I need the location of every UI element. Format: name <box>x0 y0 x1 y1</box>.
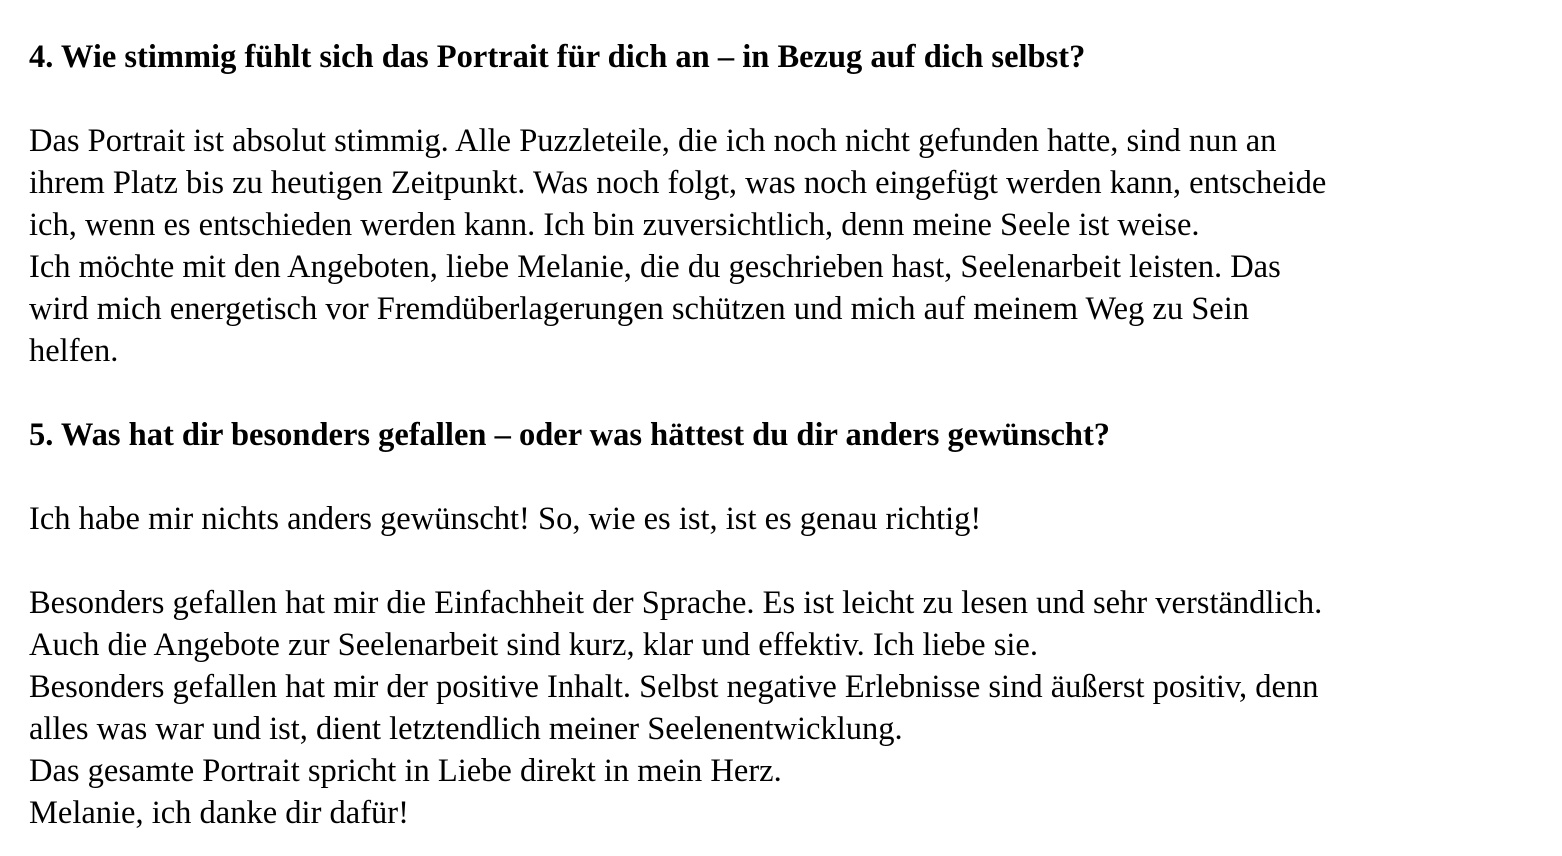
text-line: helfen. <box>29 333 119 369</box>
text-line: alles was war und ist, dient letztendlich meiner Seelenentwicklung. <box>29 711 903 747</box>
text-line: Das Portrait ist absolut stimmig. Alle Puzzleteile, die ich noch nicht gefunden hatte, sind nun an <box>29 123 1277 159</box>
text-line: wird mich energetisch vor Fremdüberlagerungen schützen und mich auf meinem Weg zu Sein <box>29 291 1249 327</box>
text-line: Ich habe mir nichts anders gewünscht! So, wie es ist, ist es genau richtig! <box>29 501 982 537</box>
text-line: ich, wenn es entschieden werden kann. Ich bin zuversichtlich, denn meine Seele ist weise. <box>29 207 1200 243</box>
text-line: Auch die Angebote zur Seelenarbeit sind kurz, klar und effektiv. Ich liebe sie. <box>29 627 1038 663</box>
blank-line <box>29 456 1529 498</box>
text-line: Das gesamte Portrait spricht in Liebe direkt in mein Herz. <box>29 753 782 789</box>
text-line: Ich möchte mit den Angeboten, liebe Melanie, die du geschrieben hast, Seelenarbeit leisten. Das <box>29 249 1281 285</box>
blank-line <box>29 78 1529 120</box>
document-page <box>29 36 1529 834</box>
answer-5-paragraph-2 <box>29 582 1529 834</box>
blank-line <box>29 540 1529 582</box>
text-line: Besonders gefallen hat mir der positive Inhalt. Selbst negative Erlebnisse sind äußerst positiv, denn <box>29 669 1319 705</box>
blank-line <box>29 372 1529 414</box>
answer-4-paragraph <box>29 120 1529 372</box>
question-4-heading: 4. Wie stimmig fühlt sich das Portrait für dich an – in Bezug auf dich selbst? <box>29 39 1086 75</box>
answer-5-paragraph-1 <box>29 498 1529 540</box>
question-5-heading: 5. Was hat dir besonders gefallen – oder was hättest du dir anders gewünscht? <box>29 417 1111 453</box>
text-line: ihrem Platz bis zu heutigen Zeitpunkt. Was noch folgt, was noch eingefügt werden kann, entscheide <box>29 165 1327 201</box>
text-line: Besonders gefallen hat mir die Einfachheit der Sprache. Es ist leicht zu lesen und sehr verständlich. <box>29 585 1323 621</box>
text-line: Melanie, ich danke dir dafür! <box>29 795 409 831</box>
